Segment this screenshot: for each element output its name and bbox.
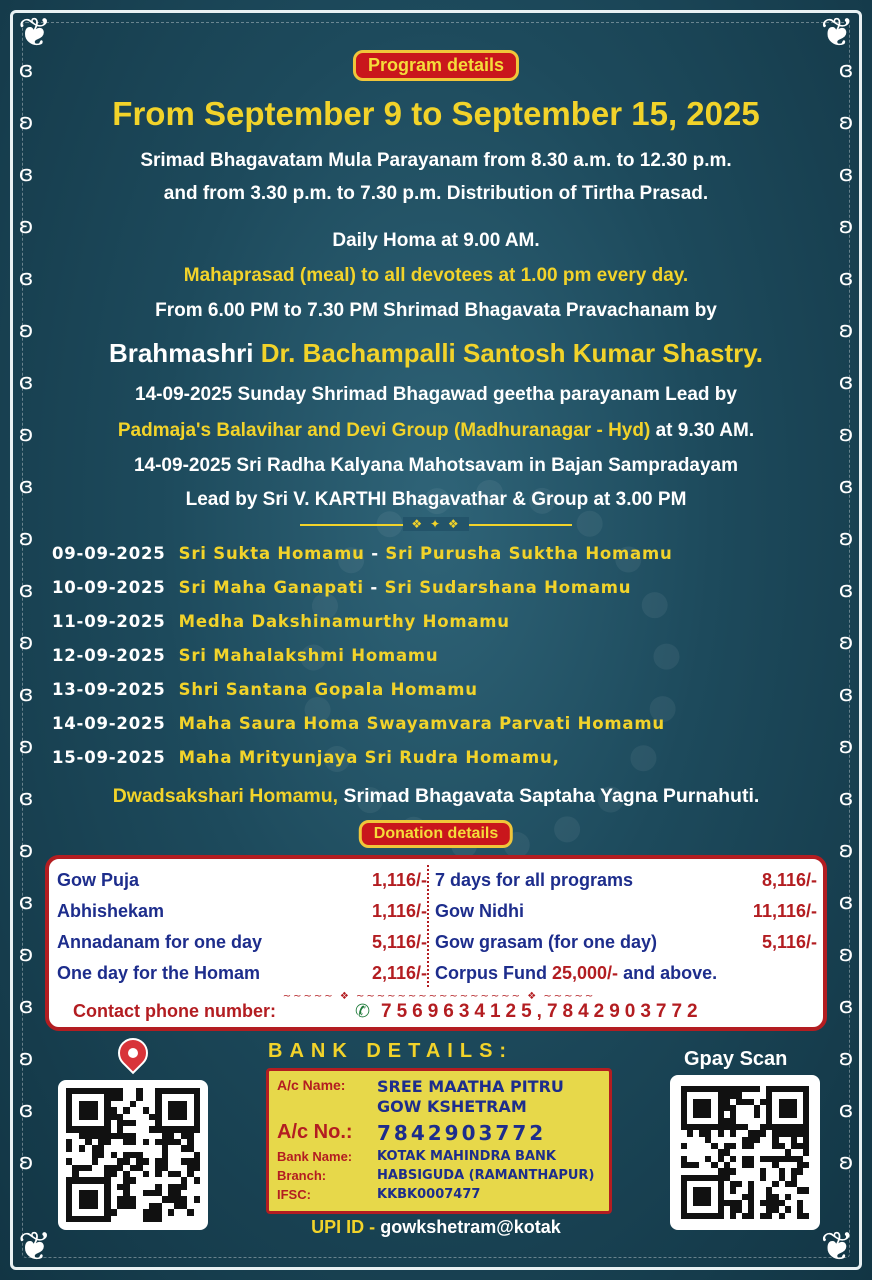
speaker-line — [0, 338, 872, 369]
swirl-ornament-icon: ʚ — [838, 110, 854, 135]
swirl-ornament-icon: ʚ — [18, 422, 34, 447]
phone-icon: ✆ — [355, 1001, 371, 1022]
swirl-ornament-icon: ʚ — [838, 838, 854, 863]
closing-line: Dwadsakshari Homamu, Srimad Bhagavata Saptaha Yagna Purnahuti. — [112, 785, 760, 807]
program-line-1: Srimad Bhagavatam Mula Parayanam from 8.30 a.m. to 12.30 p.m. — [140, 150, 732, 171]
donation-column-left — [57, 865, 429, 987]
swirl-ornament-icon: ʚ — [18, 110, 34, 135]
event-date-title: From September 9 to September 15, 2025 — [112, 95, 760, 132]
swirl-ornament-icon: ɞ — [838, 1098, 854, 1123]
donation-item: Gow Puja 1,116/- — [57, 870, 427, 890]
swirl-ornament-icon: ʚ — [838, 422, 854, 447]
swirl-ornament-icon: ɞ — [18, 994, 34, 1019]
swirl-ornament-icon: ɞ — [18, 58, 34, 83]
swirl-ornament-icon: ɞ — [18, 682, 34, 707]
upi-id-line: UPI ID - gowkshetram@kotak — [311, 1217, 561, 1237]
swirl-ornament-icon: ʚ — [838, 630, 854, 655]
schedule-row: 14-09-2025 Maha Saura Homa Swayamvara Parvati Homamu — [52, 714, 665, 733]
donation-table — [45, 855, 827, 1031]
swirl-ornament-icon: ʚ — [18, 526, 34, 551]
swirl-ornament-icon: ɞ — [18, 786, 34, 811]
swirl-ornament-icon: ʚ — [838, 318, 854, 343]
corner-ornament-icon: ❦ — [820, 1224, 854, 1270]
swirl-ornament-icon: ɞ — [838, 786, 854, 811]
donation-item: Gow grasam (for one day) 5,116/- — [435, 932, 817, 952]
swirl-ornament-icon: ʚ — [18, 942, 34, 967]
donation-item: Abhishekam 1,116/- — [57, 901, 427, 921]
donation-divider: ~~~~~ ❖ ~~~~~~~~~~~~~~~~ ❖ ~~~~~ — [282, 991, 596, 1002]
program-line-2: and from 3.30 p.m. to 7.30 p.m. Distribution of Tirtha Prasad. — [163, 183, 709, 204]
swirl-ornament-icon: ɞ — [18, 162, 34, 187]
swirl-ornament-icon: ʚ — [838, 942, 854, 967]
account-number-row: A/c No.: 7842903772 — [277, 1121, 547, 1145]
right-swirl-border — [834, 60, 858, 1174]
location-qr-code[interactable] — [58, 1080, 208, 1230]
homam-schedule — [52, 540, 822, 778]
swirl-ornament-icon: ɞ — [838, 890, 854, 915]
swirl-ornament-icon: ʚ — [18, 214, 34, 239]
swirl-ornament-icon: ɞ — [838, 474, 854, 499]
donation-details-label: Donation details — [359, 820, 513, 848]
swirl-ornament-icon: ʚ — [838, 1046, 854, 1071]
bank-details-box — [266, 1068, 612, 1214]
program-line-8 — [0, 420, 872, 442]
donation-item: Annadanam for one day 5,116/- — [57, 932, 427, 952]
corner-ornament-icon: ❦ — [820, 10, 854, 56]
corner-ornament-icon: ❦ — [18, 10, 52, 56]
contact-phone-numbers[interactable]: 7569634125,7842903772 — [381, 1001, 703, 1022]
swirl-ornament-icon: ɞ — [18, 578, 34, 603]
donation-item: One day for the Homam 2,116/- — [57, 963, 427, 983]
swirl-ornament-icon: ʚ — [18, 1046, 34, 1071]
speaker-name: Dr. Bachampalli Santosh Kumar Shastry. — [260, 338, 764, 368]
program-details-label: Program details — [353, 50, 519, 81]
swirl-ornament-icon: ʚ — [838, 734, 854, 759]
swirl-ornament-icon: ɞ — [838, 994, 854, 1019]
group-time: at 9.30 AM. — [655, 420, 755, 441]
swirl-ornament-icon: ʚ — [18, 1150, 34, 1175]
schedule-row: 11-09-2025 Medha Dakshinamurthy Homamu — [52, 612, 510, 631]
swirl-ornament-icon: ɞ — [18, 266, 34, 291]
gpay-scan-label: Gpay Scan — [684, 1048, 788, 1070]
donation-item: 7 days for all programs 8,116/- — [435, 870, 817, 890]
swirl-ornament-icon: ɞ — [18, 890, 34, 915]
swirl-ornament-icon: ʚ — [18, 630, 34, 655]
bank-name-row: Bank Name: KOTAK MAHINDRA BANK — [277, 1149, 556, 1164]
corpus-fund-item: Corpus Fund 25,000/- and above. — [435, 963, 718, 983]
gpay-qr-code[interactable] — [670, 1075, 820, 1230]
swirl-ornament-icon: ʚ — [838, 526, 854, 551]
swirl-ornament-icon: ʚ — [838, 214, 854, 239]
schedule-row: 12-09-2025 Sri Mahalakshmi Homamu — [52, 646, 439, 665]
schedule-row: 09-09-2025 Sri Sukta Homamu - Sri Purusha Suktha Homamu — [52, 544, 673, 563]
branch-row: Branch: HABSIGUDA (RAMANTHAPUR) — [277, 1168, 595, 1183]
swirl-ornament-icon: ɞ — [838, 578, 854, 603]
bank-details-title: BANK DETAILS: — [268, 1040, 514, 1062]
program-line-10: Lead by Sri V. KARTHI Bhagavathar & Group at 3.00 PM — [185, 489, 687, 510]
program-line-9: 14-09-2025 Sri Radha Kalyana Mahotsavam in Bajan Sampradayam — [133, 455, 739, 476]
corner-ornament-icon: ❦ — [18, 1224, 52, 1270]
program-line-7: 14-09-2025 Sunday Shrimad Bhagawad geetha parayanam Lead by — [135, 384, 737, 405]
schedule-row: 15-09-2025 Maha Mrityunjaya Sri Rudra Homamu, — [52, 748, 560, 767]
swirl-ornament-icon: ʚ — [18, 318, 34, 343]
swirl-ornament-icon: ɞ — [838, 370, 854, 395]
donation-column-right — [435, 865, 817, 989]
ifsc-row: IFSC: KKBK0007477 — [277, 1187, 481, 1202]
swirl-ornament-icon: ʚ — [18, 734, 34, 759]
program-line-3: Daily Homa at 9.00 AM. — [332, 230, 540, 251]
swirl-ornament-icon: ʚ — [838, 1150, 854, 1175]
swirl-ornament-icon: ɞ — [838, 682, 854, 707]
program-line-4: Mahaprasad (meal) to all devotees at 1.00 pm every day. — [183, 265, 689, 286]
group-name: Padmaja's Balavihar and Devi Group (Madhuranagar - Hyd) — [117, 420, 651, 441]
contact-label: Contact phone number: — [73, 1001, 276, 1021]
swirl-ornament-icon: ɞ — [18, 370, 34, 395]
swirl-ornament-icon: ɞ — [838, 58, 854, 83]
swirl-ornament-icon: ʚ — [18, 838, 34, 863]
speaker-prefix: Brahmashri — [108, 338, 254, 368]
account-name-row: A/c Name: SREE MAATHA PITRU GOW KSHETRAM — [277, 1077, 564, 1116]
left-swirl-border — [14, 60, 38, 1174]
swirl-ornament-icon: ɞ — [18, 474, 34, 499]
schedule-row: 10-09-2025 Sri Maha Ganapati - Sri Sudarshana Homamu — [52, 578, 632, 597]
ornamental-divider: ❖ ✦ ❖ — [300, 518, 572, 530]
program-line-5: From 6.00 PM to 7.30 PM Shrimad Bhagavata Pravachanam by — [155, 300, 717, 321]
swirl-ornament-icon: ɞ — [838, 266, 854, 291]
swirl-ornament-icon: ɞ — [838, 162, 854, 187]
schedule-row: 13-09-2025 Shri Santana Gopala Homamu — [52, 680, 478, 699]
swirl-ornament-icon: ɞ — [18, 1098, 34, 1123]
donation-item: Gow Nidhi 11,116/- — [435, 901, 817, 921]
